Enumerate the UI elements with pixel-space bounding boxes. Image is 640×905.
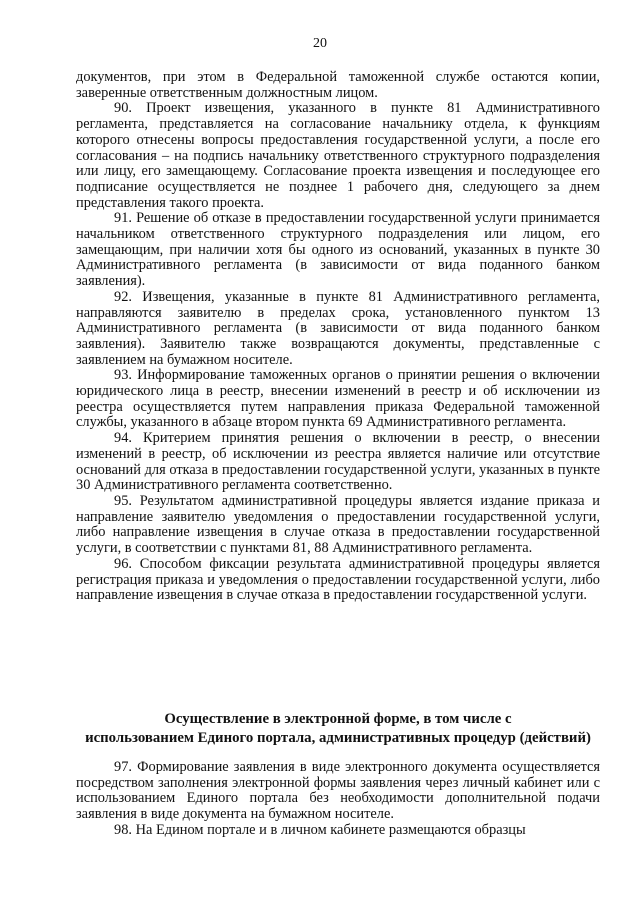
page-number: 20 [313, 36, 327, 51]
paragraph-96: 96. Способом фиксации результата административной процедуры является регистрация приказа и уведомления о предоставлении государственной услуги, либо направление извещения в случае отказа в предоставлении государственной услуги. [76, 555, 600, 604]
paragraph-97: 97. Формирование заявления в виде электронного документа осуществляется посредством заполнения электронной формы заявления через личный кабинет или с использованием Единого портала без необходимости дополнительной подачи заявления в виде документа на бумажном носителе. [76, 759, 600, 823]
paragraph-95: 95. Результатом административной процедуры является издание приказа и направление заявителю уведомления о предоставлении государственной услуги, либо направление извещения в случае отказа в предоставлении государственной услуги, в соответствии с пунктами 81, 88 Административного регламента. [76, 492, 600, 557]
paragraph-98: 98. На Едином портале и в личном кабинете размещаются образцы [114, 821, 526, 838]
paragraph-90: 90. Проект извещения, указанного в пункте 81 Административного регламента, представляется на согласование начальнику отдела, к функциям которого отнесены вопросы предоставления государственной услуги, а после его согласования – на подпись начальнику ответственного структурного подразделения или лицу, его замещающему. Согласование проекта извещения и последующее его подписание осуществляется не позднее 1 рабочего дня, следующего за днем представления такого проекта. [76, 100, 600, 211]
section-heading [76, 710, 600, 748]
paragraph-93: 93. Информирование таможенных органов о принятии решения о включении юридического лица в реестр, внесении изменений в реестр и об исключении из реестра осуществляется путем направления приказа Федеральной таможенной службы, указанного в абзаце втором пункта 69 Административного регламента. [76, 367, 600, 431]
section-heading-line-1: Осуществление в электронной форме, в том числе с [164, 711, 512, 727]
paragraph-91: 91. Решение об отказе в предоставлении государственной услуги принимается начальником ответственного структурного подразделения или лицом, его замещающим, при наличии хотя бы одного из оснований, указанных в пункте 30 Административного регламента (в зависимости от вида поданного банком заявления). [76, 210, 600, 290]
paragraph-continuation: документов, при этом в Федеральной таможенной службе остаются копии, заверенные ответственным должностным лицом. [76, 69, 600, 101]
body-text [76, 70, 600, 604]
section-heading-line-2: использованием Единого портала, административных процедур (действий) [85, 730, 591, 746]
paragraph-92: 92. Извещения, указанные в пункте 81 Административного регламента, направляются заявителю в пределах срока, установленного пунктом 13 Административного регламента (в зависимости от вида поданного банком заявления). Заявителю также возвращаются документы, представленные с заявлением на бумажном носителе. [76, 288, 600, 368]
paragraph-94: 94. Критерием принятия решения о включении в реестр, о внесении изменений в реестр, об исключении из реестра является наличие или отсутствие оснований для отказа в предоставлении государственной услуги, указанных в пункте 30 Административного регламента соответственно. [76, 430, 600, 494]
lower-body-text [76, 760, 600, 839]
